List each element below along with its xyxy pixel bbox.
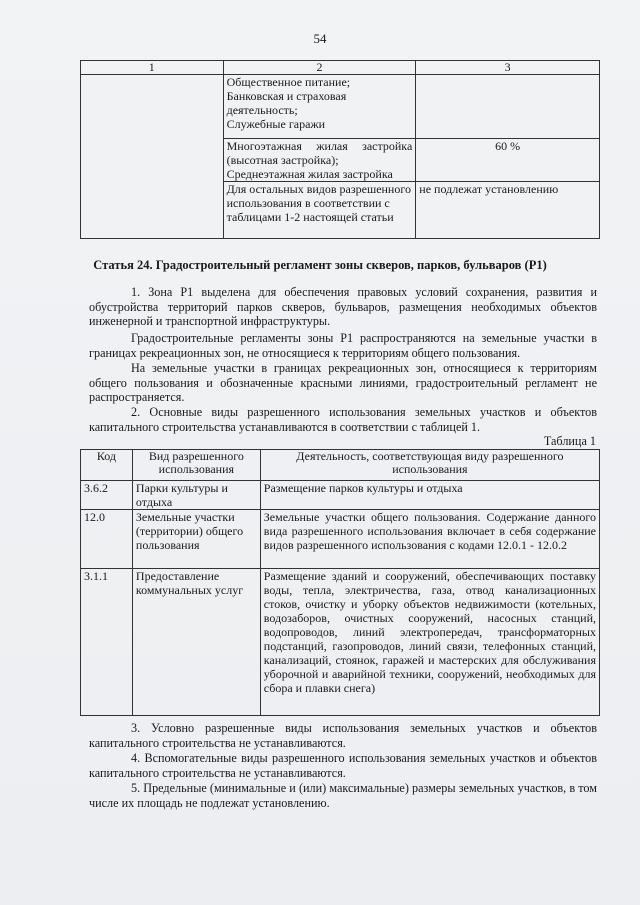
column-header-code: Код [81, 450, 133, 481]
column-header-type: Вид разрешенного использования [132, 450, 260, 481]
type-cell: Предоставление коммунальных услуг [132, 569, 260, 716]
table-row [81, 481, 600, 510]
table-cell: Для остальных видов разрешенного использования в соответствии с таблицами 1-2 настоящей статьи [223, 182, 416, 239]
table-1 [80, 449, 600, 716]
table-cell [416, 75, 600, 139]
column-header-activity: Деятельность, соответствующая виду разрешенного использования [260, 450, 599, 481]
code-cell: 3.1.1 [81, 569, 133, 716]
activity-cell: Размещение зданий и сооружений, обеспечивающих поставку воды, тепла, электричества, газа, отвод канализационных стоков, очистку и уборку объектов недвижимости (котельных, водозаборов, очистных сооружений, насосных станций, водопроводов, линий электропередач, трансформаторных подстанций, газопроводов, линий связи, телефонных станций, канализаций, стоянок, гаражей и мастерских для обслуживания уборочной и аварийной техники, сооружений, необходимых для сбора и плавки снега) [260, 569, 599, 716]
table-row [81, 75, 600, 139]
table-row [81, 510, 600, 569]
activity-cell: Земельные участки общего пользования. Содержание данного вида разрешенного использования включает в себя содержание видов разрешенного использования с кодами 12.0.1 - 12.0.2 [260, 510, 599, 569]
table-row [81, 569, 600, 716]
paragraph-4: 2. Основные виды разрешенного использования земельных участков и объектов капитального строительства устанавливаются в соответствии с таблицей 1. [89, 405, 597, 434]
table-cell: 60 % [416, 139, 600, 182]
paragraph-3: На земельные участки в границах рекреационных зон, относящиеся к территориям общего пользования и обозначенные красными линиями, градостроительный регламент не распространяется. [89, 361, 597, 404]
column-header: 3 [416, 61, 600, 75]
type-cell: Парки культуры и отдыха [132, 481, 260, 510]
column-header: 2 [223, 61, 416, 75]
table-cell: Многоэтажная жилая застройка (высотная застройка); Среднеэтажная жилая застройка [223, 139, 416, 182]
table-caption: Таблица 1 [543, 434, 596, 448]
table-cell: Общественное питание; Банковская и страховая деятельность; Служебные гаражи [223, 75, 416, 139]
table-header-row [81, 61, 600, 75]
table-cell: не подлежат установлению [416, 182, 600, 239]
type-cell: Земельные участки (территории) общего пользования [132, 510, 260, 569]
table-header-row [81, 450, 600, 481]
code-cell: 12.0 [81, 510, 133, 569]
paragraph-2: Градостроительные регламенты зоны Р1 распространяются на земельные участки в границах рекреационных зон, не относящиеся к территориям общего пользования. [89, 331, 597, 360]
page-number: 54 [313, 31, 327, 46]
paragraph-6: 4. Вспомогательные виды разрешенного использования земельных участков и объектов капитального строительства не устанавливаются. [89, 751, 597, 780]
paragraph-5: 3. Условно разрешенные виды использования земельных участков и объектов капитального строительства не устанавливаются. [89, 721, 597, 750]
column-header: 1 [81, 61, 224, 75]
continuation-table [80, 60, 600, 239]
paragraph-1: 1. Зона Р1 выделена для обеспечения правовых условий сохранения, развития и обустройства территорий парков скверов, бульваров, размещения необходимых объектов инженерной и транспортной инфраструктуры. [89, 285, 597, 328]
empty-cell [81, 75, 224, 239]
activity-cell: Размещение парков культуры и отдыха [260, 481, 599, 510]
paragraph-7: 5. Предельные (минимальные и (или) максимальные) размеры земельных участков, в том числе их площадь не подлежат установлению. [89, 781, 597, 810]
article-title: Статья 24. Градостроительный регламент зоны скверов, парков, бульваров (Р1) [93, 258, 547, 272]
code-cell: 3.6.2 [81, 481, 133, 510]
